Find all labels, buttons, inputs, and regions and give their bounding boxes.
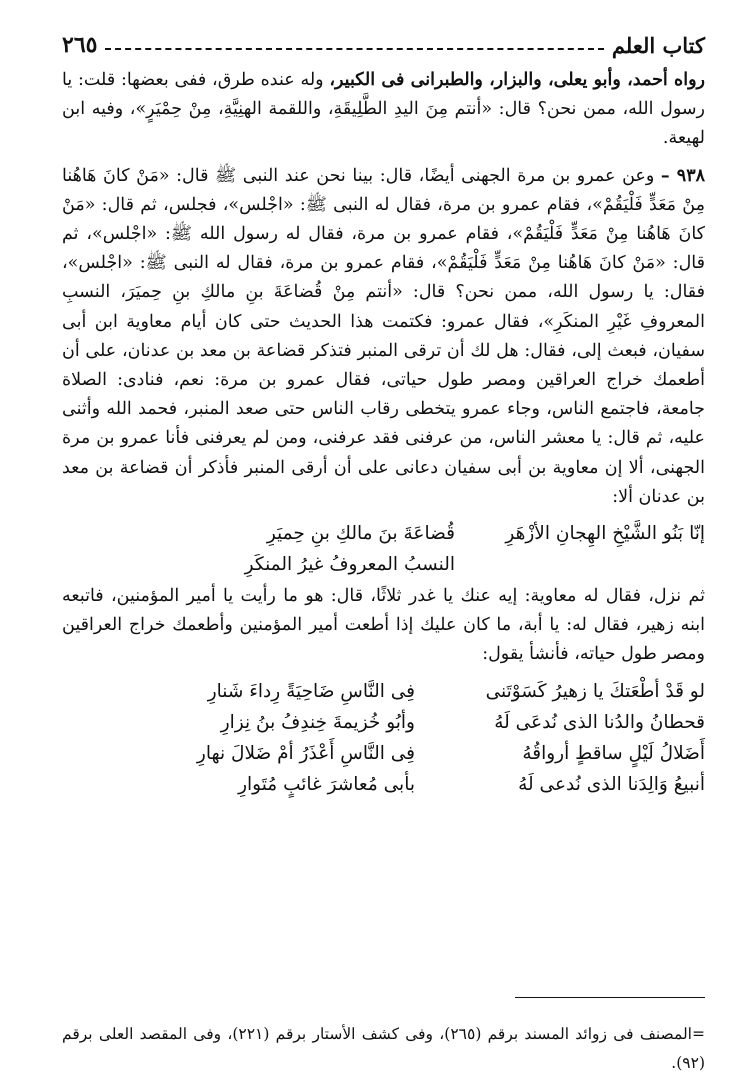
poem-second-verse — [62, 769, 705, 800]
hemistich: بأبى مُعاشرَ غائبٍ مُتَوارِ — [238, 773, 415, 795]
page-number: ٢٦٥ — [62, 32, 98, 58]
poem-second-verse — [62, 738, 705, 769]
hadith-paragraph — [62, 162, 705, 512]
page-header — [62, 30, 705, 60]
hemistich: فِى النَّاسِ أَعْذَرُ أمْ ضَلالَ نهارِ — [196, 742, 415, 764]
source-paragraph — [62, 66, 705, 154]
hemistich: وأبُو خُزيمةَ خِندِفُ بنُ نِزارِ — [220, 711, 415, 733]
paragraph-gap — [62, 154, 705, 162]
hemistich: قُضاعَةَ بنَ مالكِ بنِ حِميَرِ — [266, 522, 455, 544]
hadith-text: وعن عمرو بن مرة الجهنى أيضًا، قال: بينا نحن عند النبى ﷺ قال: «مَنْ كانَ هَاهُنا مِنْ مَعَدٍّ فَلْيَقُمْ»، فقام عمرو بن مرة، فقال له النبى ﷺ: «اجْلس»، فجلس، ثم قال: «مَنْ كانَ هَاهُنا مِنْ مَعَدٍّ فَلْيَقُمْ»، فقام عمرو بن مرة، فقال له رسول الله ﷺ: «اجْلس»، ثم قال: «مَنْ كانَ هَاهُنا مِنْ مَعَدٍّ فَلْيَقُمْ»، فقام عمرو بن مرة، فقال له النبى ﷺ: «اجْلس»، فقال: يا رسول الله، ممن نحن؟ قال: «أنتم مِنْ قُضاعَةَ بنِ مالكِ بنِ حِميَرَ، النسبِ المعروفِ غَيْرِ المنكَرِ»، فقال عمرو: فكتمت هذا الحديث حتى كان أيام معاوية ابن أبى سفيان، فبعث إلى، فقال: هل لك أن ترقى المنبر فتذكر قضاعة بن معد بن عدنان، على أن أطعمك خراج العراقين ومصر طول حياتى، فقال عمرو بن مرة: نعم، فنادى: الصلاة جامعة، فاجتمع الناس، وجاء عمرو يتخطى رقاب الناس حتى صعد المنبر، فحمد الله وأثنى عليه، ثم قال: يا معشر الناس، من عرفنى فقد عرفنى، ومن لم يعرفنى فأنا عمرو بن مرة الجهنى، ألا إن معاوية بن أبى سفيان دعانى على أن أرقى المنبر فأذكر أن قضاعة بن معد بن عدنان ألا: — [62, 165, 705, 507]
hemistich: أَضَلالُ لَيْلٍ ساقطٍ أرواقُهُ — [522, 742, 705, 764]
footnote: =المصنف فى زوائد المسند برقم (٢٦٥)، وفى كشف الأستار برقم (٢٢١)، وفى المقصد العلى برقم (٩٢). — [62, 1024, 705, 1072]
hemistich: النسبُ المعروفُ غيرُ المنكَرِ — [244, 553, 455, 575]
hemistich: أنبيعُ وَالِدَنا الذى نُدعى لَهُ — [518, 773, 705, 795]
poem-second-verse — [62, 707, 705, 738]
poem-second-verse — [62, 676, 705, 707]
hemistich: قحطانُ والدُنا الذى نُدعَى لَهُ — [494, 711, 705, 733]
poem-first — [62, 518, 705, 580]
header-dashed-rule — [105, 48, 603, 50]
after-poem-paragraph: ثم نزل، فقال له معاوية: إيه عنك يا غدر ثلاثًا، قال: هو ما رأيت يا أمير المؤمنين، فاتبعه ابنه زهير، فقال له: يا أبة، ما كان عليك إذا أطعت أمير المؤمنين وأطعمك خراج العراقين ومصر طول حياته، فأنشأ يقول: — [62, 586, 705, 665]
source-narrators: رواه أحمد، وأبو يعلى، والبزار، والطبرانى فى الكبير، — [329, 70, 705, 90]
hemistich: فِى النَّاسِ ضَاحِيَةً رِداءَ شَنارِ — [207, 680, 415, 702]
footnote-separator — [515, 997, 705, 998]
poem-first-verse-2 — [62, 549, 705, 580]
poem-second — [62, 676, 705, 800]
main-text — [62, 66, 705, 800]
hemistich: لو قَدْ أطْعَتكَ يا زهيرُ كَسَوْتَنى — [485, 680, 705, 702]
chapter-title: كتاب العلم — [611, 32, 705, 58]
source-paragraph-rest: وله عنده طرق، ففى بعضها: قلت: يا رسول الله، ممن نحن؟ قال: «أنتم مِنَ اليدِ الطَّلِيقَةِ، واللقمة الهنِيَّةِ، مِنْ حِمْيَرٍ»، وفيه ابن لهيعة. — [62, 70, 705, 149]
hemistich: إنّا بَنُو الشَّيْخِ الهِجانِ الأزْهَرِ — [505, 522, 705, 544]
hadith-number: ٩٣٨ – — [660, 165, 705, 186]
poem-first-verse-1 — [62, 518, 705, 549]
